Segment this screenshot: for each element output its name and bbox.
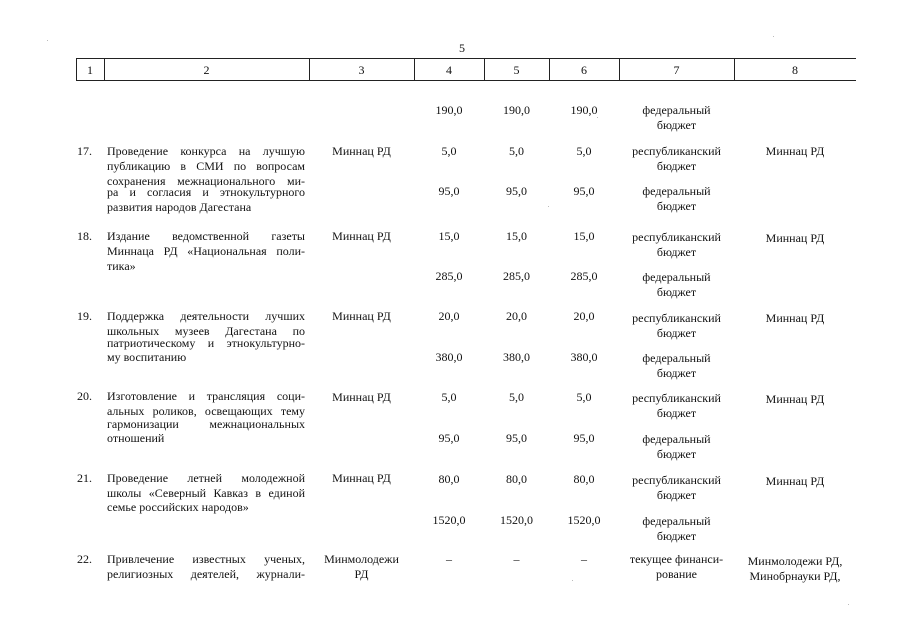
scan-speck [597,117,598,118]
row-description: Изготовление и трансляция соци- [107,389,305,403]
value-col4: 20,0 [438,309,460,323]
row-description: альных роликов, освещающих тему [107,404,305,418]
scan-speck [548,206,549,207]
row-description: семье российских народов» [107,500,249,514]
value-col5: 20,0 [506,309,527,323]
responsible: Миннац РД [765,144,825,158]
funding-source: республиканский [632,473,721,487]
value-col4: 285,0 [435,269,463,283]
funding-source: федеральный [642,351,711,365]
funding-source: бюджет [656,447,697,461]
value-col4: 190,0 [435,103,463,117]
scan-speck [572,580,573,581]
funding-source: федеральный [642,270,711,284]
row-number: 19. [77,309,92,323]
funding-source: бюджет [656,406,697,420]
row-number: 17. [77,144,92,158]
value-col5: 190,0 [503,103,530,117]
funding-source: бюджет [656,529,697,543]
row-number: 20. [77,389,92,403]
executor: Минмолодежи [324,552,399,566]
value-col5: 1520,0 [500,513,533,527]
executor: Миннац РД [332,229,391,243]
scan-speck [47,40,48,41]
scan-speck [773,36,774,37]
row-description: Миннаца РД «Национальная поли- [107,244,305,258]
value-col6: 15,0 [573,229,595,243]
funding-source: бюджет [656,366,697,380]
header-top-rule [76,58,856,59]
funding-source: текущее финанси- [629,552,724,566]
value-col6: 1520,0 [567,513,601,527]
value-col6: 5,0 [576,144,592,158]
value-col4: 5,0 [441,144,457,158]
header-cell: 4 [446,63,452,77]
value-col4: 95,0 [438,184,460,198]
header-cell: 7 [673,63,680,77]
value-col4: 15,0 [438,229,460,243]
row-description: Проведение конкурса на лучшую [107,144,305,158]
funding-source: республиканский [632,391,721,405]
funding-source: федеральный [642,514,711,528]
value-col5: 95,0 [506,431,527,445]
row-number: 22. [77,552,92,566]
funding-source: бюджет [656,245,697,259]
row-description: тика» [107,259,136,273]
responsible: Миннац РД [765,311,825,325]
scan-speck [848,604,849,605]
funding-source: федеральный [642,432,711,446]
funding-source: бюджет [656,118,697,132]
value-col6: 285,0 [570,269,598,283]
funding-source: рование [655,567,697,581]
row-description: ра и согласия и этнокультурного [107,185,305,199]
row-description: религиозных деятелей, журнали- [107,567,305,581]
value-col4: 5,0 [441,390,457,404]
funding-source: бюджет [656,199,697,213]
responsible: Миннац РД [765,474,825,488]
value-col4: 1520,0 [432,513,466,527]
executor: Миннац РД [332,471,391,485]
value-col6: 95,0 [573,431,595,445]
value-col6: 80,0 [573,472,595,486]
value-col5: 5,0 [509,390,524,404]
header-cell: 8 [792,63,798,77]
row-description: Издание ведомственной газеты [107,229,305,243]
row-number: 21. [77,471,92,485]
row-description: школьных музеев Дагестана по [107,324,305,338]
funding-source: республиканский [632,311,721,325]
executor: РД [354,567,369,581]
row-number: 18. [77,229,92,243]
funding-source: республиканский [632,230,721,244]
value-col4: 95,0 [438,431,460,445]
value-col4: 380,0 [435,350,463,364]
funding-source: федеральный [642,184,711,198]
row-description: Поддержка деятельности лучших [107,309,305,323]
value-col6: 20,0 [573,309,595,323]
header-cell: 6 [581,63,587,77]
funding-source: бюджет [656,488,697,502]
value-col5: – [513,552,520,566]
value-col6: 190,0 [570,103,598,117]
row-description: патриотическому и этнокультурно- [107,336,305,350]
responsible: Миннац РД [765,392,825,406]
row-description: публикацию в СМИ по вопросам [107,159,305,173]
executor: Миннац РД [332,144,391,158]
value-col5: 380,0 [503,350,530,364]
page-number: 5 [459,41,465,55]
row-description: отношений [107,431,165,445]
value-col6: 380,0 [570,350,598,364]
responsible: Минобрнауки РД, [749,569,841,583]
value-col6: 5,0 [576,390,592,404]
value-col4: – [446,552,452,566]
executor: Миннац РД [332,390,391,404]
value-col4: 80,0 [438,472,460,486]
header-cell: 2 [203,63,210,77]
row-description: гармонизации межнациональных [107,417,305,431]
value-col6: 95,0 [573,184,595,198]
funding-source: бюджет [656,159,697,173]
header-cell: 3 [358,63,365,77]
funding-source: бюджет [656,285,697,299]
row-description: Привлечение известных ученых, [107,552,305,566]
value-col6: – [581,552,587,566]
header-cell: 1 [87,63,93,77]
value-col5: 95,0 [506,184,527,198]
responsible: Миннац РД [765,231,825,245]
value-col5: 15,0 [506,229,527,243]
funding-source: бюджет [656,326,697,340]
funding-source: федеральный [642,103,711,117]
funding-source: республиканский [632,144,721,158]
row-description: му воспитанию [107,350,187,364]
header-bottom-rule [76,80,856,81]
row-description: развития народов Дагестана [107,200,252,214]
header-cell: 5 [513,63,520,77]
value-col5: 5,0 [509,144,524,158]
responsible: Минмолодежи РД, [747,554,843,568]
value-col5: 285,0 [503,269,530,283]
row-description: сохранения межнационального ми- [107,174,305,188]
executor: Миннац РД [332,309,391,323]
row-description: школы «Северный Кавказ в единой [107,486,305,500]
row-description: Проведение летней молодежной [107,471,305,485]
value-col5: 80,0 [506,472,527,486]
